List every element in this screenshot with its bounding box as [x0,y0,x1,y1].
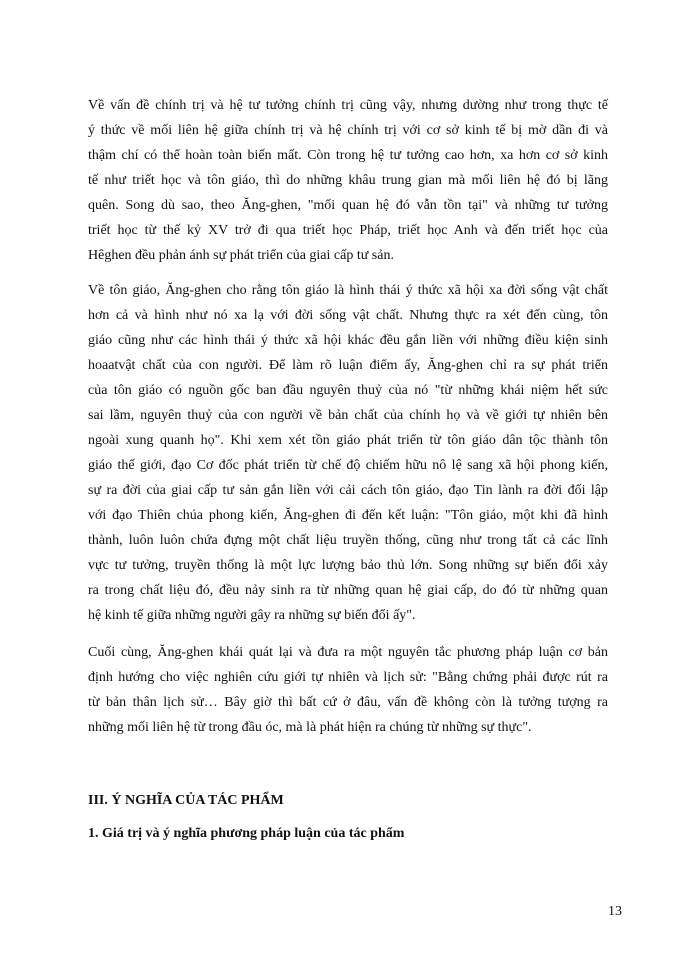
paragraph-line: Cuối cùng, Ăng-ghen khái quát lại và đưa ra một nguyên tắc phương pháp luận cơ bản [88,645,608,660]
paragraph-line: quên. Song dù sao, theo Ăng-ghen, "mối quan hệ đó vẫn tồn tại" và những tư tưởng [88,198,608,213]
paragraph-line: định hướng cho việc nghiên cứu giới tự nhiên và lịch sử: "Bằng chứng phải được rút ra [88,670,608,685]
subsection-heading: 1. Giá trị và ý nghĩa phương pháp luận của tác phẩm [88,826,405,841]
paragraph-religion [88,278,608,628]
paragraph-line: triết học từ thế kỷ XV trở đi qua triết học Pháp, triết học Anh và đến triết học của [88,223,608,238]
paragraph-line: giáo cũng như các hình thái ý thức xã hội khác đều gắn liền với những điều kiện sinh [88,333,608,348]
paragraph-politics [88,93,608,268]
paragraph-line: thậm chí có thể hoàn toàn biến mất. Còn trong hệ tư tưởng cao hơn, xa hơn cơ sở kinh [88,148,608,163]
paragraph-line: giáo thế giới, đạo Cơ đốc phát triển từ chế độ chiếm hữu nô lệ sang xã hội phong kiến, [88,458,608,473]
paragraph-line: ngoài xung quanh họ". Khi xem xét tồn giáo phát triển từ tôn giáo dân tộc thành tôn [88,433,608,448]
paragraph-line: của tôn giáo có nguồn gốc ban đầu nguyên thuỷ của nó "từ những khái niệm hết sức [88,383,608,398]
paragraph-conclusion [88,640,608,740]
paragraph-line: hoaatvật chất của con người. Để làm rõ luận điểm ấy, Ăng-ghen chỉ ra sự phát triển [88,358,608,373]
paragraph-line: tế như triết học và tôn giáo, thì do những khâu trung gian mà mối liên hệ đó bị lãng [88,173,608,188]
paragraph-line: Về vấn đề chính trị và hệ tư tưởng chính trị cũng vậy, nhưng dường như trong thực tế [88,98,608,113]
paragraph-line: với đạo Thiên chúa phong kiến, Ăng-ghen đi đến kết luận: "Tôn giáo, một khi đã hình [88,508,608,523]
paragraph-line: ra trong chất liệu đó, đều nảy sinh ra từ những quan hệ giai cấp, do đó từ những quan [88,583,608,598]
paragraph-line: những mối liên hệ từ trong đầu óc, mà là phát hiện ra chúng từ những sự thực". [88,720,532,735]
paragraph-line: từ bản thân lịch sử… Bây giờ thì bất cứ ở đâu, vấn đề không còn là tưởng tượng ra [88,695,608,710]
paragraph-line: hơn cả và hình như nó xa lạ với đời sống vật chất. Nhưng thực ra xét đến cùng, tôn [88,308,608,323]
paragraph-line: sự ra đời của giai cấp tư sản gắn liền với cải cách tôn giáo, đạo Tin lành ra đời đối lập [88,483,608,498]
paragraph-line: vực tư tưởng, truyền thống là một lực lượng bảo thủ lớn. Song những sự biến đổi xảy [88,558,608,573]
paragraph-line: Về tôn giáo, Ăng-ghen cho rằng tôn giáo là hình thái ý thức xã hội xa đời sống vật chất [88,283,608,298]
paragraph-line: Hêghen đều phản ánh sự phát triển của giai cấp tư sản. [88,248,394,263]
paragraph-line: sai lầm, nguyên thuỷ của con người về bản chất của chính họ và về giới tự nhiên bên [88,408,608,423]
paragraph-line: thành, luôn luôn chứa đựng một chất liệu truyền thống, cũng như trong tất cả các lĩnh [88,533,608,548]
paragraph-line: hệ kinh tế giữa những người gây ra những sự biến đổi ấy". [88,608,416,623]
page-number: 13 [608,904,622,919]
paragraph-line: ý thức về mối liên hệ giữa chính trị và hệ chính trị với cơ sở kinh tế bị mờ dần đi và [88,123,608,138]
section-heading: III. Ý NGHĨA CỦA TÁC PHẨM [88,793,284,808]
